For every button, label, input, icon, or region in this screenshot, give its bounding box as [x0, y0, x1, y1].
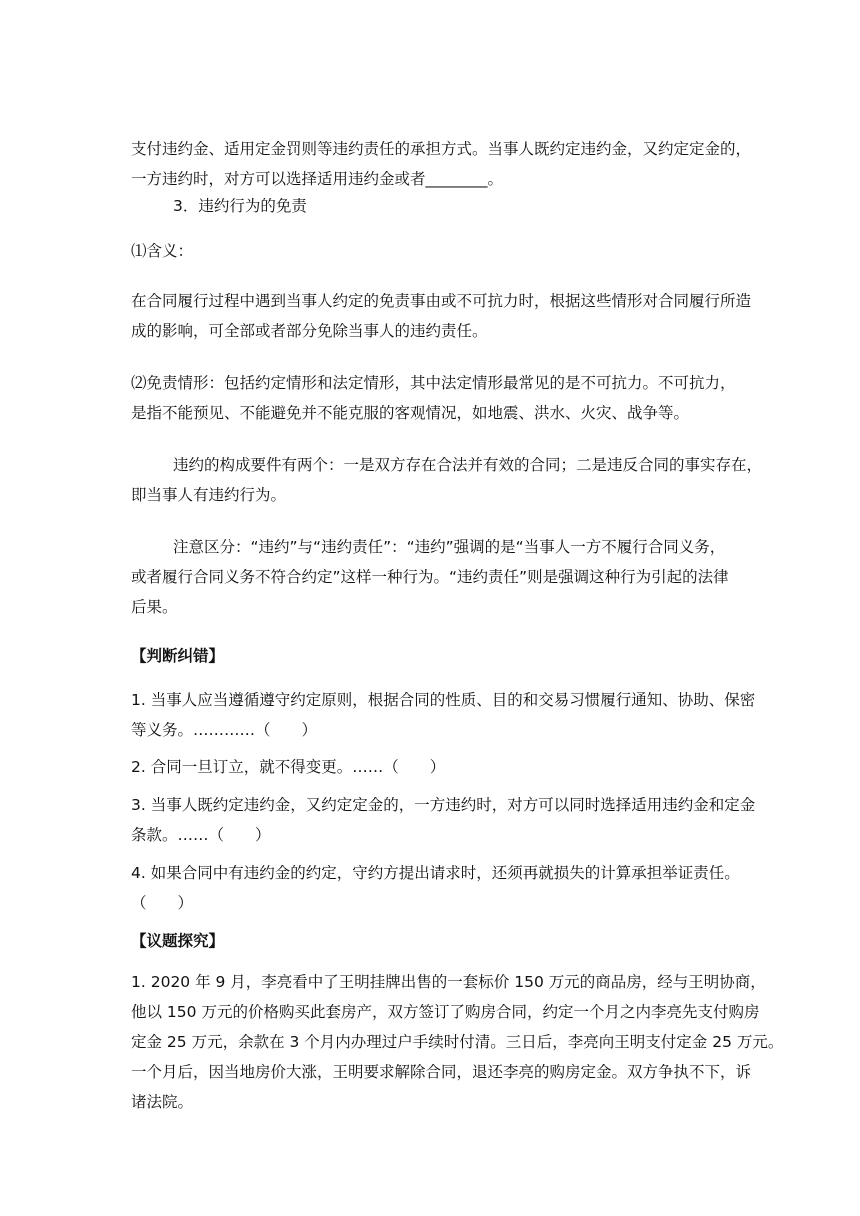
paragraph-case-study [131, 967, 784, 1117]
paragraph-exemption-cases [131, 368, 736, 428]
text-line: 成的影响，可全部或者部分免除当事人的违约责任。 [131, 322, 488, 340]
heading-text: ⑴含义： [131, 242, 194, 260]
heading-text: 3．违约行为的免责 [173, 197, 307, 215]
text-line: ⑵免责情形：包括约定情形和法定情形，其中法定情形最常见的是不可抗力。不可抗力， [131, 374, 736, 392]
section-heading-exemption [131, 191, 773, 221]
heading-text: 【议题探究】 [131, 932, 225, 950]
text-line: 他以 150 万元的价格购买此套房产，双方签订了购房合同，约定一个月之内李亮先支付购房 [131, 1003, 760, 1021]
text-line: 违约的构成要件有两个：一是双方存在合法并有效的合同；二是违反合同的事实存在， [173, 456, 763, 474]
text-line: 定金 25 万元，余款在 3 个月内办理过户手续时付清。三日后，李亮向王明支付定金 25 万元。 [131, 1033, 784, 1051]
subheading-meaning [131, 236, 731, 266]
text-line: 1. 当事人应当遵循遵守约定原则，根据合同的性质、目的和交易习惯履行通知、协助、保密 [131, 691, 756, 709]
text-line: 即当事人有违约行为。 [131, 486, 287, 504]
text-line: 一方违约时，对方可以选择适用违约金或者________。 [131, 170, 504, 188]
paragraph-note [131, 532, 731, 622]
paragraph-meaning [131, 286, 752, 346]
judge-item-2 [131, 752, 731, 782]
judge-item-3 [131, 790, 756, 850]
text-line: 4. 如果合同中有违约金的约定，守约方提出请求时，还须再就损失的计算承担举证责任。 [131, 864, 740, 882]
paragraph-breach-elements [131, 450, 763, 510]
text-line: 支付违约金、适用定金罚则等违约责任的承担方式。当事人既约定违约金，又约定定金的， [131, 140, 752, 158]
text-line: 后果。 [131, 598, 178, 616]
text-line: 等义务。…………（ ） [131, 721, 318, 739]
judge-item-1 [131, 685, 756, 745]
text-line: 2. 合同一旦订立，就不得变更。……（ ） [131, 758, 446, 776]
text-line: 1. 2020 年 9 月，李亮看中了王明挂牌出售的一套标价 150 万元的商品房，经与王明协商， [131, 973, 766, 991]
heading-judge-correct [131, 641, 731, 671]
text-line: 一个月后，因当地房价大涨，王明要求解除合同，退还李亮的购房定金。双方争执不下，诉 [131, 1063, 752, 1081]
heading-topic-explore [131, 926, 731, 956]
heading-text: 【判断纠错】 [131, 647, 225, 665]
judge-item-4 [131, 858, 740, 918]
text-line: 或者履行合同义务不符合约定”这样一种行为。“违约责任”则是强调这种行为引起的法律 [131, 568, 729, 586]
text-line: 注意区分：“违约”与“违约责任”：“违约”强调的是“当事人一方不履行合同义务， [173, 538, 726, 556]
text-line: （ ） [131, 894, 194, 912]
text-line: 在合同履行过程中遇到当事人约定的免责事由或不可抗力时，根据这些情形对合同履行所造 [131, 292, 752, 310]
text-line: 条款。……（ ） [131, 826, 271, 844]
text-line: 3. 当事人既约定违约金，又约定定金的，一方违约时，对方可以同时选择适用违约金和定金 [131, 796, 756, 814]
text-line: 是指不能预见、不能避免并不能克服的客观情况，如地震、洪水、火灾、战争等。 [131, 404, 690, 422]
paragraph-liquidated-damages [131, 134, 752, 194]
text-line: 诸法院。 [131, 1093, 194, 1111]
